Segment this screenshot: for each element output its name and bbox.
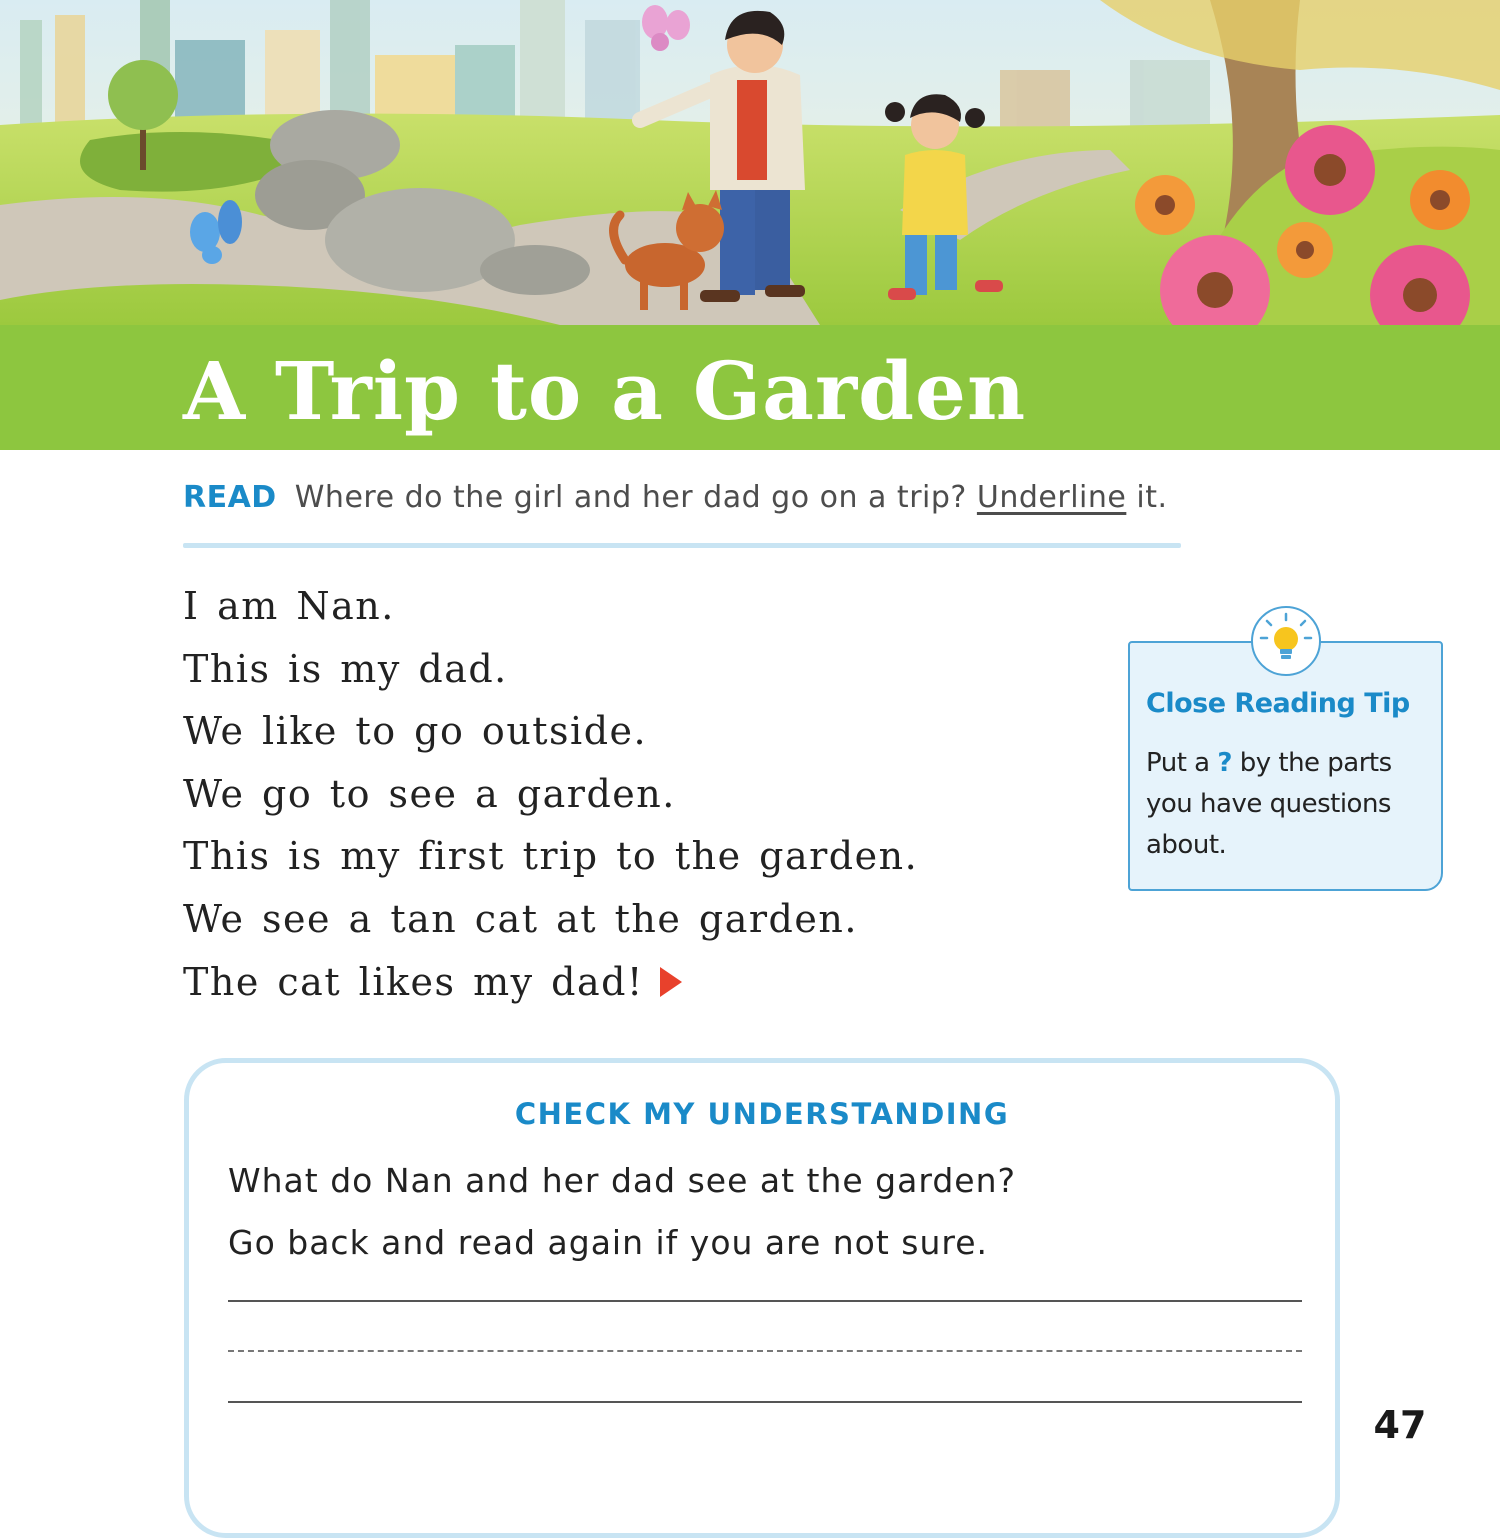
tip-icon-badge (1251, 606, 1321, 676)
underline-word: Underline (976, 480, 1127, 515)
check-question: What do Nan and her dad see at the garden? (228, 1161, 1017, 1200)
story-line: We go to see a garden. (183, 771, 676, 816)
tip-body-start: Put a (1146, 748, 1210, 778)
arrow-right-icon (660, 967, 682, 997)
question-mark: ? (1217, 748, 1232, 778)
check-prompt (228, 1150, 1016, 1274)
check-instruction: Go back and read again if you are not sure. (228, 1223, 989, 1262)
answer-line-bottom[interactable] (228, 1401, 1302, 1403)
story-line: This is my first trip to the garden. (183, 834, 919, 879)
read-label: READ (183, 480, 277, 515)
header-illustration (0, 0, 1500, 325)
lightbulb-icon (1253, 608, 1319, 674)
read-prompt-end: it. (1136, 480, 1168, 515)
story-line-last (183, 951, 918, 1014)
story-text (183, 575, 918, 1013)
story-line: We see a tan cat at the garden. (183, 896, 858, 941)
tip-title: Close Reading Tip (1146, 688, 1410, 719)
story-line: We like to go outside. (183, 709, 648, 754)
read-divider (183, 543, 1181, 548)
check-title: CHECK MY UNDERSTANDING (514, 1097, 1010, 1131)
story-line-text: The cat likes my dad! (183, 959, 644, 1004)
tip-body-end: by the parts you have questions about. (1146, 748, 1392, 860)
story-line: This is my dad. (183, 646, 508, 691)
read-prompt-text: Where do the girl and her dad go on a trip? (294, 480, 967, 515)
answer-line-top[interactable] (228, 1300, 1302, 1302)
read-prompt (183, 474, 1183, 522)
answer-line-middle[interactable] (228, 1350, 1302, 1352)
story-line: I am Nan. (183, 584, 395, 628)
page-title: A Trip to a Garden (183, 344, 1027, 438)
page-number: 47 (1373, 1403, 1427, 1447)
tip-body (1146, 743, 1436, 866)
